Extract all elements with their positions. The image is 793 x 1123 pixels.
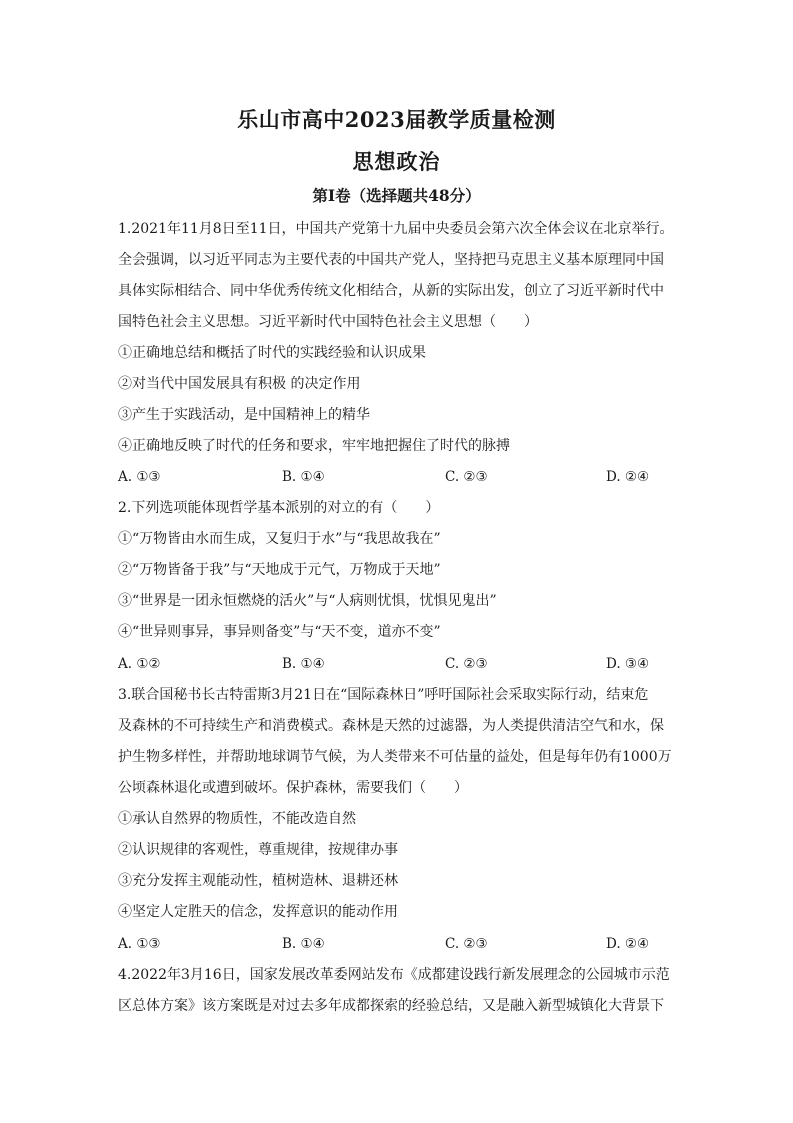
statement-item: ②“万物皆备于我”与“天地成于元气，万物成于天地” [118,562,441,578]
statement-item: ④“世异则事异，事异则备变”与“天不变，道亦不变” [118,624,441,640]
statement-item: ②认识规律的客观性，尊重规律，按规律办事 [118,842,398,858]
option-d: D. ②④ [606,936,650,952]
question-text-line: 及森林的不可持续生产和消费模式。森林是天然的过滤器，为人类提供清洁空气和水，保 [118,718,664,734]
answer-options [118,654,678,674]
statement-item: ③“世界是一团永恒燃烧的活火”与“人病则忧惧，忧惧见鬼出” [118,593,497,609]
option-a: A. ①② [118,656,161,672]
question-text-line: 4.2022年3月16日，国家发展改革委网站发布《成都建设践行新发展理念的公园城市示范 [118,967,670,983]
statement-item: ③产生于实践活动，是中国精神上的精华 [118,407,370,423]
question-text-line: 2.下列选项能体现哲学基本派别的对立的有（ ） [118,500,440,516]
question-text-line: 公顷森林退化或遭到破坏。保护森林，需要我们（ ） [118,780,468,796]
statement-item: ①“万物皆由水而生成，又复归于水”与“我思故我在” [118,531,441,547]
statement-item: ④正确地反映了时代的任务和要求，牢牢地把握住了时代的脉搏 [118,438,510,454]
option-c: C. ②③ [445,656,488,672]
option-b: B. ①④ [282,469,325,485]
option-b: B. ①④ [282,936,325,952]
question-text-line: 国特色社会主义思想。习近平新时代中国特色社会主义思想（ ） [118,314,538,330]
question-text-line: 1.2021年11月8日至11日，中国共产党第十九届中央委员会第六次全体会议在北京举行。 [118,221,674,237]
question-text-line: 全会强调，以习近平同志为主要代表的中国共产党人，坚持把马克思主义基本原理同中国 [118,252,664,268]
question-text-line: 具体实际相结合、同中华优秀传统文化相结合，从新的实际出发，创立了习近平新时代中 [118,283,664,299]
option-b: B. ①④ [282,656,325,672]
question-text-line: 护生物多样性，并帮助地球调节气候，为人类带来不可估量的益处，但是每年仍有1000万 [118,749,672,765]
option-d: D. ②④ [606,469,650,485]
statement-item: ④坚定人定胜天的信念，发挥意识的能动作用 [118,904,398,920]
statement-item: ③充分发挥主观能动性，植树造林、退耕还林 [118,873,398,889]
statement-item: ②对当代中国发展具有积极 的决定作用 [118,376,361,392]
statement-item: ①正确地总结和概括了时代的实践经验和认识成果 [118,345,426,361]
option-a: A. ①③ [118,936,161,952]
option-a: A. ①③ [118,469,161,485]
option-c: C. ②③ [445,469,488,485]
exam-title: 乐山市高中2023届教学质量检测 [237,107,556,132]
section-title: 第I卷（选择题共48分） [312,186,481,205]
answer-options [118,467,678,487]
answer-options [118,934,678,954]
statement-item: ①承认自然界的物质性，不能改造自然 [118,811,356,827]
option-c: C. ②③ [445,936,488,952]
option-d: D. ③④ [606,656,650,672]
question-text-line: 3.联合国秘书长古特雷斯3月21日在“国际森林日”呼吁国际社会采取实际行动，结束危 [118,687,649,703]
subject-title: 思想政治 [352,149,441,174]
question-text-line: 区总体方案》该方案既是对过去多年成都探索的经验总结，又是融入新型城镇化大背景下 [118,998,664,1014]
